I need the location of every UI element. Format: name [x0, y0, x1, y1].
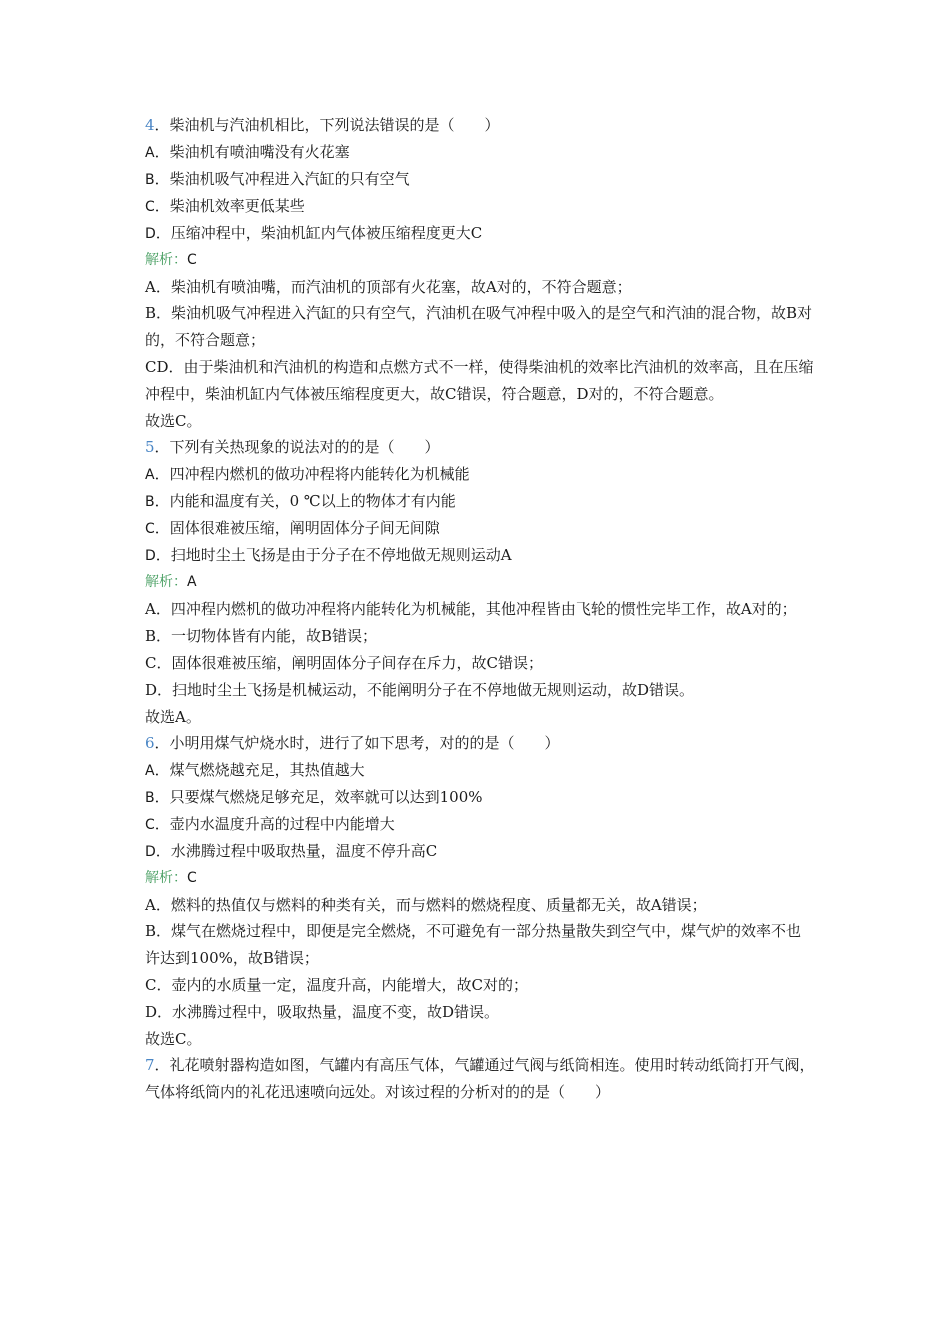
- option-text: ．扫地时尘土飞扬是由于分子在不停地做无规则运动A: [155, 546, 512, 564]
- option-label: D: [145, 844, 156, 860]
- question-5-explanation-d: D．扫地时尘土飞扬是机械运动，不能阐明分子在不停地做无规则运动，故D错误。: [145, 681, 695, 699]
- question-number: 5: [145, 438, 155, 456]
- option-label: B: [145, 172, 155, 188]
- question-text: ．礼花喷射器构造如图，气罐内有高压气体，气罐通过气阀与纸筒相连。使用时转动纸筒打开气阀，气体将纸筒内的礼花迅速喷向远处。对该过程的分析对的的是（ ）: [145, 1056, 815, 1101]
- option-text: ．只要煤气燃烧足够充足，效率就可以达到100%: [154, 788, 483, 806]
- question-5-option-d: [145, 542, 815, 569]
- question-4-conclusion: 故选C。: [145, 412, 202, 430]
- analysis-answer: C: [187, 870, 197, 886]
- question-number: 4: [145, 116, 155, 134]
- option-text: ．固体很难被压缩，阐明固体分子间无间隙: [154, 519, 440, 537]
- analysis-label: 解析：: [145, 574, 187, 590]
- option-text: ．水沸腾过程中吸取热量，温度不停升高C: [155, 842, 438, 860]
- option-label: B: [145, 494, 155, 510]
- question-5-option-a: [145, 461, 815, 488]
- option-label: C: [145, 521, 155, 537]
- option-text: ．压缩冲程中，柴油机缸内气体被压缩程度更大C: [155, 224, 483, 242]
- option-label: A: [145, 145, 155, 161]
- question-6-analysis: [145, 865, 815, 892]
- question-number: 6: [145, 734, 155, 752]
- question-6-conclusion: 故选C。: [145, 1030, 202, 1048]
- question-6-option-c: [145, 811, 815, 838]
- analysis-answer: C: [187, 252, 197, 268]
- question-5-conclusion: 故选A。: [145, 708, 201, 726]
- question-6-explanation-a: A．燃料的热值仅与燃料的种类有关，而与燃料的燃烧程度、质量都无关，故A错误；: [145, 896, 707, 914]
- question-4-option-b: [145, 166, 815, 193]
- question-4-stem: [145, 112, 815, 139]
- question-4-option-a: [145, 139, 815, 166]
- question-4-explanation-cd: CD．由于柴油机和汽油机的构造和点燃方式不一样，使得柴油机的效率比汽油机的效率高，且在压缩冲程中，柴油机缸内气体被压缩程度更大，故C错误，符合题意，D对的，不符合题意。: [145, 358, 814, 403]
- question-text: ．柴油机与汽油机相比，下列说法错误的是（ ）: [154, 116, 500, 134]
- question-6-explanation-c: C．壶内的水质量一定，温度升高，内能增大，故C对的；: [145, 976, 528, 994]
- option-text: ．四冲程内燃机的做功冲程将内能转化为机械能: [154, 465, 470, 483]
- question-6-option-b: [145, 784, 815, 811]
- option-label: A: [145, 763, 155, 779]
- question-4-explanation-b: B．柴油机吸气冲程进入汽缸的只有空气，汽油机在吸气冲程中吸入的是空气和汽油的混合物，故B对的，不符合题意；: [145, 304, 813, 349]
- option-label: C: [145, 817, 155, 833]
- question-5-analysis: [145, 569, 815, 596]
- option-text: ．内能和温度有关，0 ℃以上的物体才有内能: [154, 492, 456, 510]
- analysis-label: 解析：: [145, 252, 187, 268]
- option-text: ．柴油机有喷油嘴没有火花塞: [154, 143, 350, 161]
- option-text: ．柴油机效率更低某些: [154, 197, 305, 215]
- question-4-analysis: [145, 247, 815, 274]
- document-content: [145, 112, 815, 1106]
- option-text: ．煤气燃烧越充足，其热值越大: [154, 761, 365, 779]
- question-6-option-a: [145, 757, 815, 784]
- question-5-explanation-b: B．一切物体皆有内能，故B错误；: [145, 627, 378, 645]
- question-5-option-c: [145, 515, 815, 542]
- question-6-stem: [145, 730, 815, 757]
- question-5-explanation-c: C．固体很难被压缩，阐明固体分子间存在斥力，故C错误；: [145, 654, 543, 672]
- question-6-explanation-d: D．水沸腾过程中，吸取热量，温度不变，故D错误。: [145, 1003, 500, 1021]
- option-label: B: [145, 790, 155, 806]
- question-6-option-d: [145, 838, 815, 865]
- option-label: A: [145, 467, 155, 483]
- question-6-explanation-b: B．煤气在燃烧过程中，即便是完全燃烧，不可避免有一部分热量散失到空气中，煤气炉的效率不也许达到100%，故B错误；: [145, 922, 802, 967]
- question-5-explanation-a: A．四冲程内燃机的做功冲程将内能转化为机械能，其他冲程皆由飞轮的惯性完毕工作，故A对的；: [145, 600, 797, 618]
- question-text: ．下列有关热现象的说法对的的是（ ）: [154, 438, 440, 456]
- option-label: D: [145, 548, 156, 564]
- question-4-option-d: [145, 220, 815, 247]
- question-number: 7: [145, 1056, 155, 1074]
- question-5-option-b: [145, 488, 815, 515]
- option-text: ．壶内水温度升高的过程中内能增大: [154, 815, 395, 833]
- analysis-label: 解析：: [145, 870, 187, 886]
- option-label: C: [145, 199, 155, 215]
- analysis-answer: A: [187, 574, 197, 590]
- question-7-stem: [145, 1052, 815, 1106]
- question-4-explanation-a: A．柴油机有喷油嘴，而汽油机的顶部有火花塞，故A对的，不符合题意；: [145, 278, 632, 296]
- option-text: ．柴油机吸气冲程进入汽缸的只有空气: [154, 170, 410, 188]
- option-label: D: [145, 226, 156, 242]
- question-5-stem: [145, 434, 815, 461]
- question-text: ．小明用煤气炉烧水时，进行了如下思考，对的的是（ ）: [154, 734, 560, 752]
- question-4-option-c: [145, 193, 815, 220]
